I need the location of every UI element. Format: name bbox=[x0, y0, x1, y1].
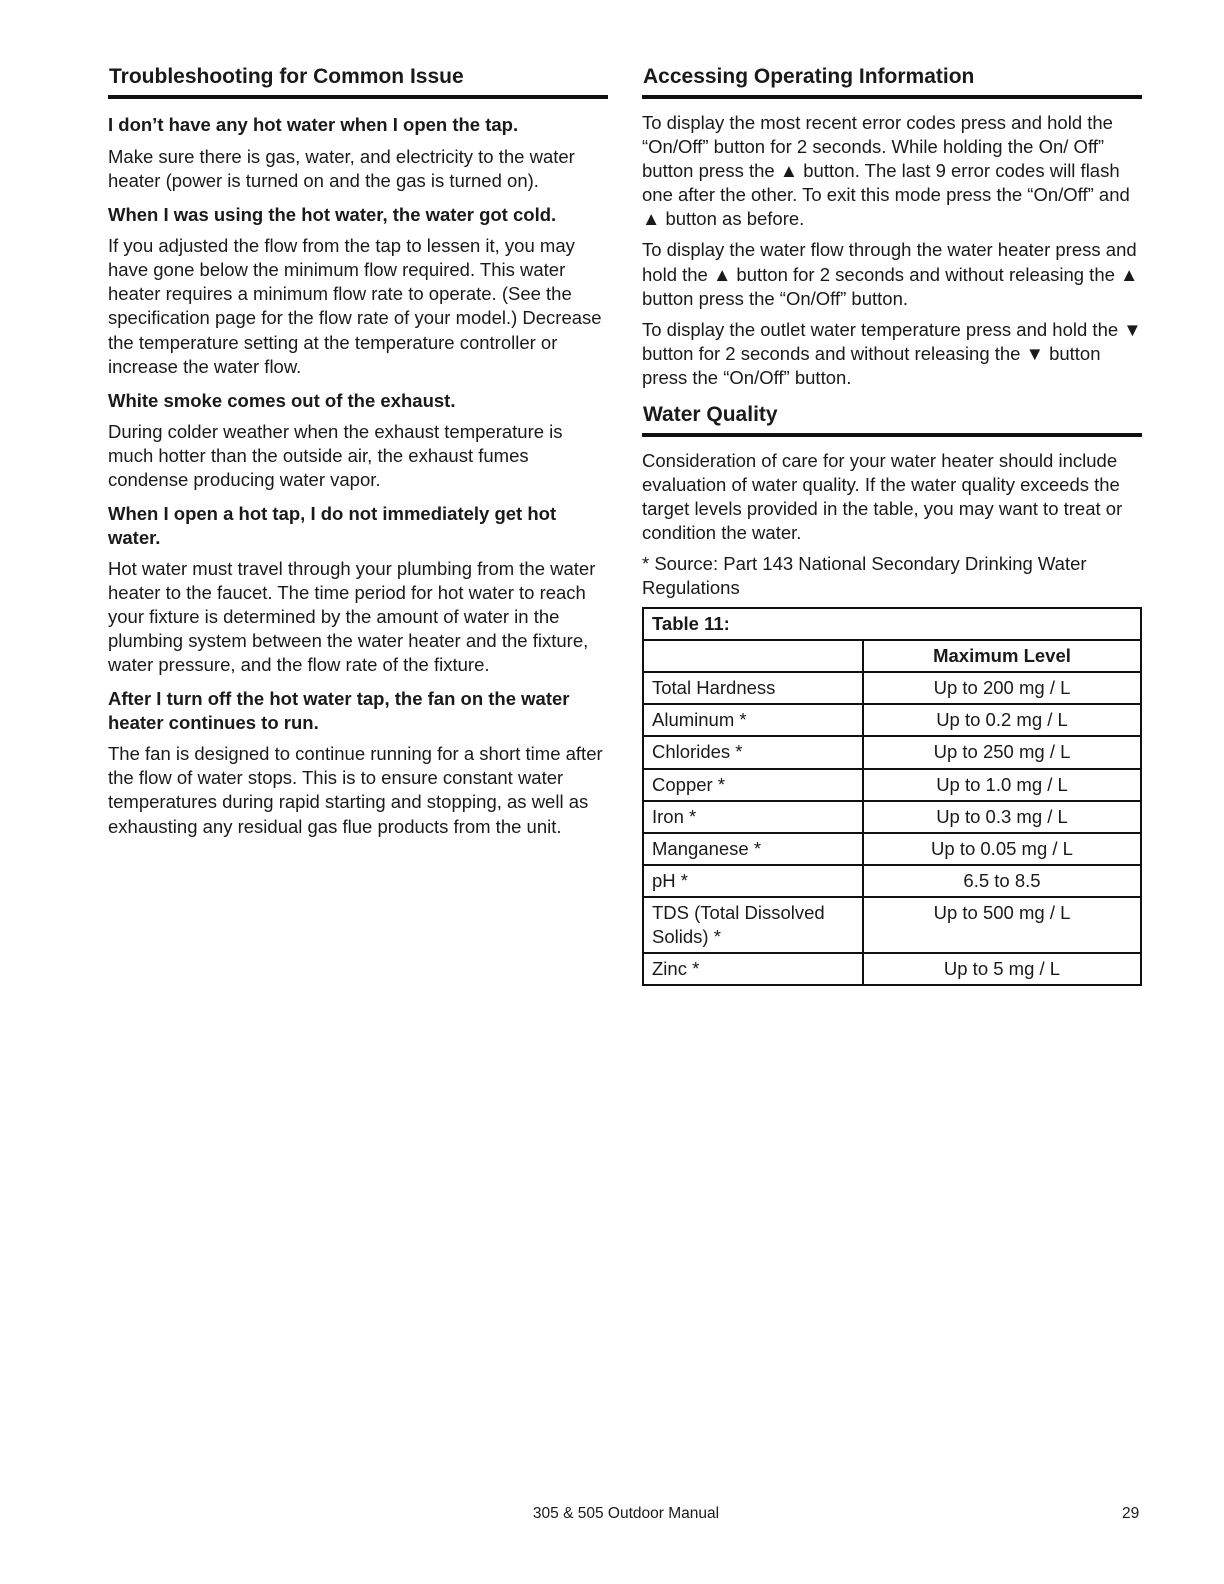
table-cell-name: Total Hardness bbox=[643, 672, 863, 704]
issue-title-water-got-cold: When I was using the hot water, the water got cold. bbox=[108, 203, 557, 225]
table-row bbox=[643, 833, 1141, 865]
table-caption-row bbox=[643, 608, 1141, 640]
left-column bbox=[108, 64, 608, 847]
table-cell-level: Up to 250 mg / L bbox=[863, 736, 1141, 768]
table-cell-level: 6.5 to 8.5 bbox=[863, 865, 1141, 897]
table-header-max-level: Maximum Level bbox=[863, 640, 1141, 672]
table-cell-name: Iron * bbox=[643, 801, 863, 833]
table-cell-name: Chlorides * bbox=[643, 736, 863, 768]
issue-body-delayed-hot-water: Hot water must travel through your plumbing from the water heater to the faucet. The time period for hot water to reach your fixture is determined by the amount of water in the plumbing system between the water heater and the fixture, water pressure, and the flow rate of the fixture. bbox=[108, 558, 596, 676]
table-row bbox=[643, 736, 1141, 768]
operating-info-heading: Accessing Operating Information bbox=[642, 64, 1142, 99]
operating-paragraph: To display the water flow through the water heater press and hold the ▲ button for 2 seconds and without releasing the ▲ button press the “On/Off” button. bbox=[642, 239, 1139, 309]
water-quality-heading: Water Quality bbox=[642, 402, 1142, 437]
footer-manual-title: 305 & 505 Outdoor Manual bbox=[532, 1505, 720, 1522]
issue-body-water-got-cold: If you adjusted the flow from the tap to lessen it, you may have gone below the minimum flow required. This water heater requires a minimum flow rate to operate. (See the specification page for the flow rate of your model.) Decrease the temperature setting at the temperature controller or increase the water flow. bbox=[108, 235, 602, 377]
table-cell-name: pH * bbox=[643, 865, 863, 897]
issue-body-fan-continues: The fan is designed to continue running for a short time after the flow of water stops. This is to ensure constant water temperatures during rapid starting and stopping, as well as exhausting any residual gas flue products from the unit. bbox=[108, 743, 603, 837]
table-row bbox=[643, 865, 1141, 897]
table-row bbox=[643, 672, 1141, 704]
issue-title-no-hot-water: I don’t have any hot water when I open the tap. bbox=[108, 114, 519, 136]
table-cell-name: Copper * bbox=[643, 769, 863, 801]
water-quality-source-note: * Source: Part 143 National Secondary Drinking Water Regulations bbox=[642, 553, 1087, 599]
table-cell-name: Aluminum * bbox=[643, 704, 863, 736]
right-column bbox=[642, 64, 1142, 986]
issue-title-white-smoke: White smoke comes out of the exhaust. bbox=[108, 389, 456, 411]
table-cell-name: TDS (Total Dissolved Solids) * bbox=[643, 897, 863, 953]
table-header-row bbox=[643, 640, 1141, 672]
operating-paragraph: To display the outlet water temperature press and hold the ▼ button for 2 seconds and without releasing the ▼ button press the “On/Off” button. bbox=[642, 318, 1142, 388]
table-cell-level: Up to 1.0 mg / L bbox=[863, 769, 1141, 801]
table-cell-level: Up to 5 mg / L bbox=[863, 953, 1141, 985]
troubleshooting-heading: Troubleshooting for Common Issue bbox=[108, 64, 608, 99]
water-quality-paragraph: Consideration of care for your water heater should include evaluation of water quality. If the water quality exceeds the target levels provided in the table, you may want to treat or condition the water. bbox=[642, 450, 1123, 544]
table-cell-level: Up to 200 mg / L bbox=[863, 672, 1141, 704]
issue-body-white-smoke: During colder weather when the exhaust temperature is much hotter than the outside air, the exhaust fumes condense producing water vapor. bbox=[108, 421, 563, 491]
table-cell-name: Zinc * bbox=[643, 953, 863, 985]
table-cell-name: Manganese * bbox=[643, 833, 863, 865]
table-cell-level: Up to 500 mg / L bbox=[863, 897, 1141, 953]
issue-title-fan-continues: After I turn off the hot water tap, the fan on the water heater continues to run. bbox=[108, 688, 570, 733]
table-row bbox=[643, 769, 1141, 801]
table-row bbox=[643, 704, 1141, 736]
table-cell-level: Up to 0.2 mg / L bbox=[863, 704, 1141, 736]
table-caption: Table 11: bbox=[643, 608, 1141, 640]
table-cell-level: Up to 0.3 mg / L bbox=[863, 801, 1141, 833]
table-header-blank bbox=[643, 640, 863, 672]
table-cell-level: Up to 0.05 mg / L bbox=[863, 833, 1141, 865]
footer-page-number: 29 bbox=[1122, 1505, 1140, 1522]
issue-title-delayed-hot-water: When I open a hot tap, I do not immediately get hot water. bbox=[108, 503, 557, 548]
table-row bbox=[643, 897, 1141, 953]
issue-body-no-hot-water: Make sure there is gas, water, and electricity to the water heater (power is turned on and the gas is turned on). bbox=[108, 145, 575, 191]
table-row bbox=[643, 801, 1141, 833]
table-row bbox=[643, 953, 1141, 985]
operating-paragraph: To display the most recent error codes press and hold the “On/Off” button for 2 seconds. While holding the On/ Off” button press the ▲ button. The last 9 error codes will flash one after the other. To exit this mode press the “On/Off” and ▲ button as before. bbox=[642, 112, 1130, 230]
water-quality-table bbox=[642, 607, 1142, 986]
